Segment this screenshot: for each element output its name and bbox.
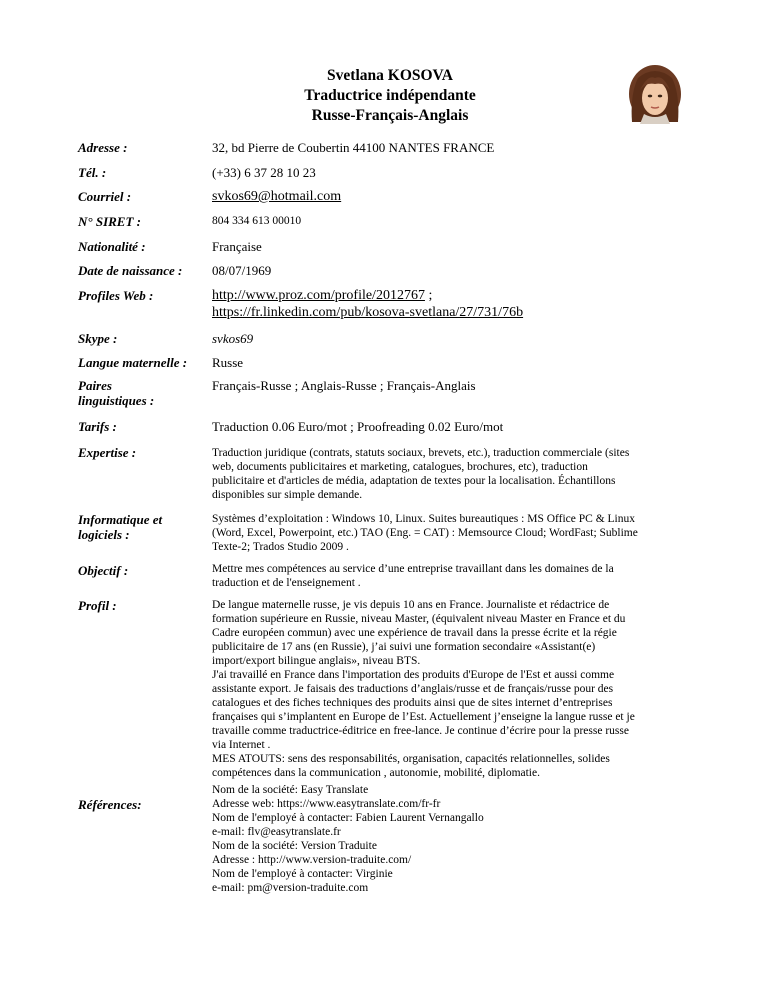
reference-line: e-mail: pm@version-traduite.com	[212, 882, 369, 894]
email-link[interactable]: svkos69@hotmail.com	[212, 189, 342, 204]
reference-line: Nom de la société: Easy Translate	[212, 784, 369, 796]
value-references	[212, 783, 692, 895]
label-it-software-line1: Informatique et	[78, 512, 163, 527]
label-native-language: Langue maternelle :	[78, 355, 188, 370]
web-profiles	[212, 287, 523, 321]
it-software-line: Texte-2; Trados Studio 2009 .	[212, 541, 349, 553]
value-native-language: Russe	[212, 355, 244, 370]
expertise-line: web, documents publicitaires et marketing, catalogues, brochures, etc), traduction	[212, 461, 588, 473]
reference-line: Adresse : http://www.version-traduite.com/	[212, 854, 412, 866]
expertise-line: publicitaire et d'articles de média, adaptation de textes pour la localisation. Échantillons	[212, 475, 616, 487]
objective-line: Mettre mes compétences au service d’une entreprise travaillant dans les domaines de la	[212, 563, 614, 575]
label-birthdate: Date de naissance :	[78, 263, 183, 278]
label-address: Adresse :	[78, 140, 128, 155]
label-expertise: Expertise :	[78, 445, 137, 460]
reference-line: Adresse web: https://www.easytranslate.com/fr-fr	[212, 798, 441, 810]
profile-line: formation supérieure en Russie, niveau Master, (équivalent niveau Master en France et du	[212, 613, 626, 625]
it-software-line: Systèmes d’exploitation : Windows 10, Linux. Suites bureautiques : MS Office PC & Linux	[212, 513, 635, 525]
profile-line: catalogues et des fiches techniques des produits ainsi que de sites internet d’entreprises	[212, 697, 613, 709]
value-expertise	[212, 446, 692, 502]
label-profile: Profil :	[78, 598, 117, 613]
label-language-pairs	[78, 378, 154, 408]
profile-line: MES ATOUTS: sens des responsabilités, organisation, capacités relationnelles, solides	[212, 753, 610, 765]
value-objective	[212, 562, 692, 590]
objective-line: traduction et de l'enseignement .	[212, 577, 361, 589]
value-rates: Traduction 0.06 Euro/mot ; Proofreading 0.02 Euro/mot	[212, 419, 504, 434]
proz-profile-link[interactable]: http://www.proz.com/profile/2012767	[212, 288, 425, 303]
expertise-line: disponibles sur simple demande.	[212, 489, 363, 501]
value-it-software	[212, 512, 692, 554]
profile-line: J'ai travaillé en France dans l'importation des produits d'Europe de l'Est et aussi comme	[212, 669, 615, 681]
reference-line: Nom de l'employé à contacter: Virginie	[212, 868, 393, 880]
label-rates: Tarifs :	[78, 419, 117, 434]
label-it-software-line2: logiciels :	[78, 527, 130, 542]
link-separator: ;	[424, 288, 433, 303]
value-address: 32, bd Pierre de Coubertin 44100 NANTES FRANCE	[212, 140, 495, 155]
label-web-profiles: Profiles Web :	[78, 288, 154, 303]
label-references: Références:	[78, 797, 142, 812]
value-birthdate: 08/07/1969	[212, 263, 272, 278]
it-software-line: (Word, Excel, Powerpoint, etc.) TAO (Eng. = CAT) : Memsource Cloud; WordFast; Sublime	[212, 527, 638, 539]
label-nationality: Nationalité :	[78, 239, 146, 254]
value-phone: (+33) 6 37 28 10 23	[212, 165, 316, 180]
label-email: Courriel :	[78, 189, 132, 204]
person-name: Svetlana KOSOVA	[327, 67, 453, 84]
profile-line: import/export bilingue anglais», niveau BTS.	[212, 655, 421, 667]
language-pair-title: Russe-Français-Anglais	[311, 107, 469, 124]
label-objective: Objectif :	[78, 563, 129, 578]
profile-line: publicitaire de 17 ans (en Russie), j’ai suivi une formation secondaire «Assistant(e)	[212, 641, 596, 653]
reference-line: Nom de la société: Version Traduite	[212, 840, 377, 852]
profile-line: De langue maternelle russe, je vis depuis 10 ans en France. Journaliste et rédactrice de	[212, 599, 610, 611]
portrait-photo	[618, 64, 692, 124]
profile-line: travaille comme traductrice-éditrice en free-lance. Je continue d’écrire pour la presse russe	[212, 725, 629, 737]
linkedin-profile-link[interactable]: https://fr.linkedin.com/pub/kosova-svetlana/27/731/76b	[212, 305, 524, 320]
value-siret: 804 334 613 00010	[212, 215, 302, 227]
reference-line: Nom de l'employé à contacter: Fabien Laurent Vernangallo	[212, 812, 484, 824]
expertise-line: Traduction juridique (contrats, statuts sociaux, brevets, etc.), traduction commerciale (sites	[212, 447, 630, 459]
value-language-pairs: Français-Russe ; Anglais-Russe ; Français-Anglais	[212, 378, 476, 393]
cv-header	[250, 66, 530, 126]
label-skype: Skype :	[78, 331, 118, 346]
profile-line: compétences dans la communication , autonomie, mobilité, diplomatie.	[212, 767, 540, 779]
label-language-pairs-line2: linguistiques :	[78, 393, 155, 408]
label-language-pairs-line1: Paires	[78, 378, 112, 393]
job-title: Traductrice indépendante	[304, 87, 476, 104]
label-siret: N° SIRET :	[78, 214, 141, 229]
profile-line: françaises qui s’implantent en Europe de l’Est. Actuellement j’enseigne la langue russe et je	[212, 711, 635, 723]
value-skype: svkos69	[212, 331, 254, 346]
label-phone: Tél. :	[78, 165, 107, 180]
reference-line: e-mail: flv@easytranslate.fr	[212, 826, 341, 838]
value-nationality: Française	[212, 239, 262, 254]
profile-line: Cadre européen commun) avec une expérience de travail dans la presse écrite et la régie	[212, 627, 617, 639]
label-it-software	[78, 512, 162, 542]
value-profile	[212, 598, 692, 780]
profile-line: via Internet .	[212, 739, 271, 751]
profile-line: assistante export. Je faisais des traductions d’anglais/russe et de français/russe pour des	[212, 683, 614, 695]
